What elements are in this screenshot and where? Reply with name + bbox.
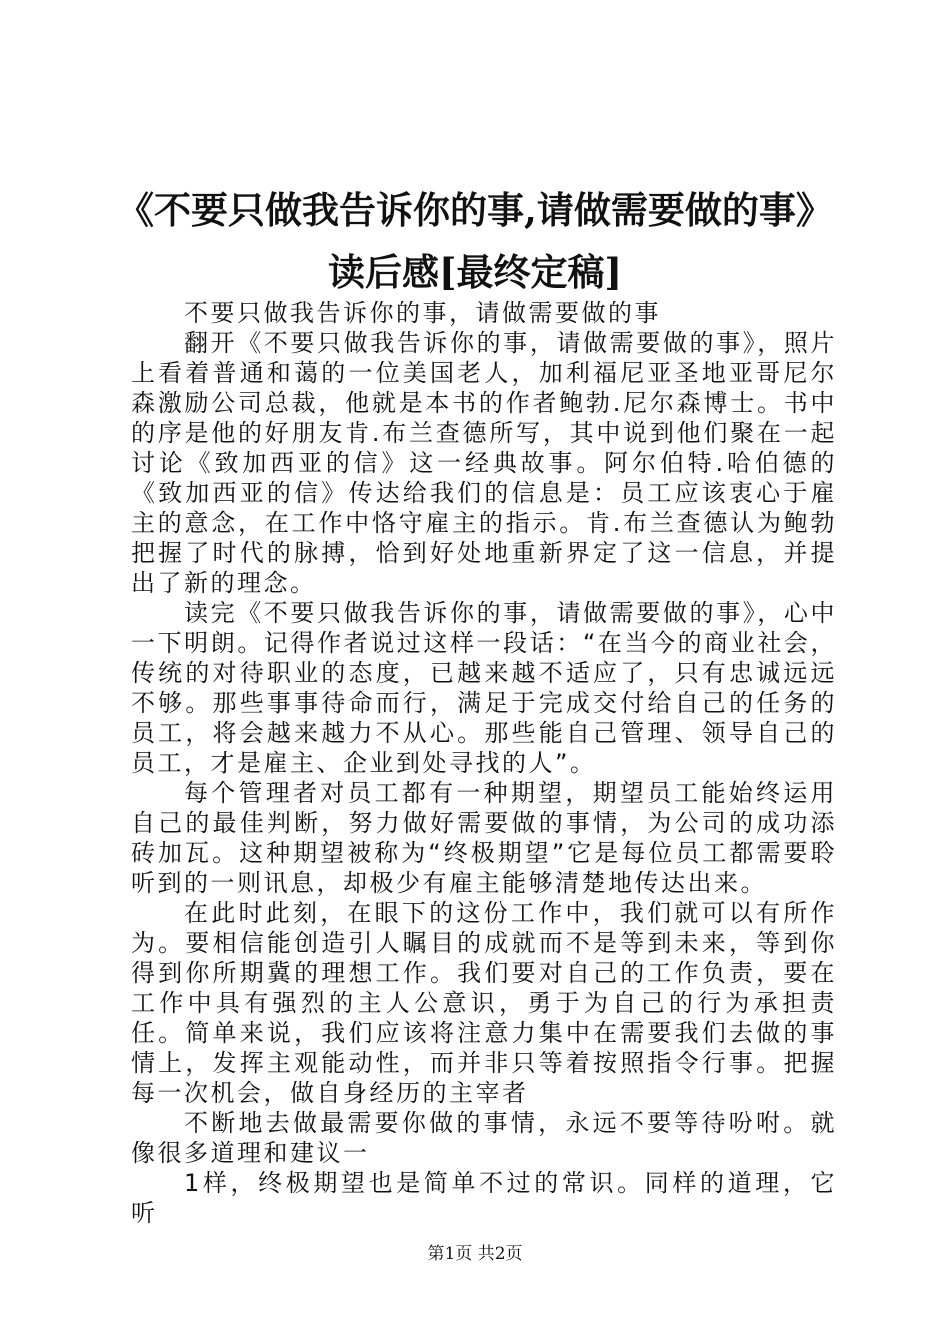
paragraph: 每个管理者对员工都有一种期望，期望员工能始终运用自己的最佳判断，努力做好需要做的事情，为公司的成功添砖加瓦。这种期望被称为“终极期望”它是每位员工都需要聆听到的一则讯息，却极少有雇主能够清楚地传达出来。 <box>131 779 837 897</box>
paragraph: 1样，终极期望也是简单不过的常识。同样的道理，它听 <box>131 1169 837 1227</box>
page-footer: 第1页 共2页 <box>427 1244 523 1264</box>
paragraph: 不要只做我告诉你的事，请做需要做的事 <box>184 299 661 327</box>
paragraph: 不断地去做最需要你做的事情，永远不要等待吩咐。就像很多道理和建议一 <box>131 1109 837 1167</box>
paragraph: 翻开《不要只做我告诉你的事，请做需要做的事》，照片上看着普通和蔼的一位美国老人，加利福尼亚圣地亚哥尼尔森激励公司总裁，他就是本书的作者鲍勃.尼尔森博士。书中的序是他的好朋友肯.布兰查德所写，其中说到他们聚在一起讨论《致加西亚的信》这一经典故事。阿尔伯特.哈伯德的《致加西亚的信》传达给我们的信息是：员工应该衷心于雇主的意念，在工作中恪守雇主的指示。肯.布兰查德认为鲍勃把握了时代的脉搏，恰到好处地重新界定了这一信息，并提出了新的理念。 <box>131 329 837 597</box>
document-body <box>131 298 837 1228</box>
paragraph: 在此时此刻，在眼下的这份工作中，我们就可以有所作为。要相信能创造引人瞩目的成就而不是等到未来，等到你得到你所期冀的理想工作。我们要对自己的工作负责，要在工作中具有强烈的主人公意识，勇于为自己的行为承担责任。简单来说，我们应该将注意力集中在需要我们去做的事情上，发挥主观能动性，而并非只等着按照指令行事。把握每一次机会，做自身经历的主宰者 <box>131 899 837 1107</box>
paragraph: 读完《不要只做我告诉你的事，请做需要做的事》，心中一下明朗。记得作者说过这样一段话：“在当今的商业社会，传统的对待职业的态度，已越来越不适应了，只有忠诚远远不够。那些事事待命而行，满足于完成交付给自己的任务的员工，将会越来越力不从心。那些能自己管理、领导自己的员工，才是雇主、企业到处寻找的人”。 <box>131 599 837 777</box>
document-title-line-1: 《不要只做我告诉你的事,请做需要做的事》 <box>117 188 833 232</box>
document-title-line-2: 读后感[最终定稿] <box>327 250 622 294</box>
